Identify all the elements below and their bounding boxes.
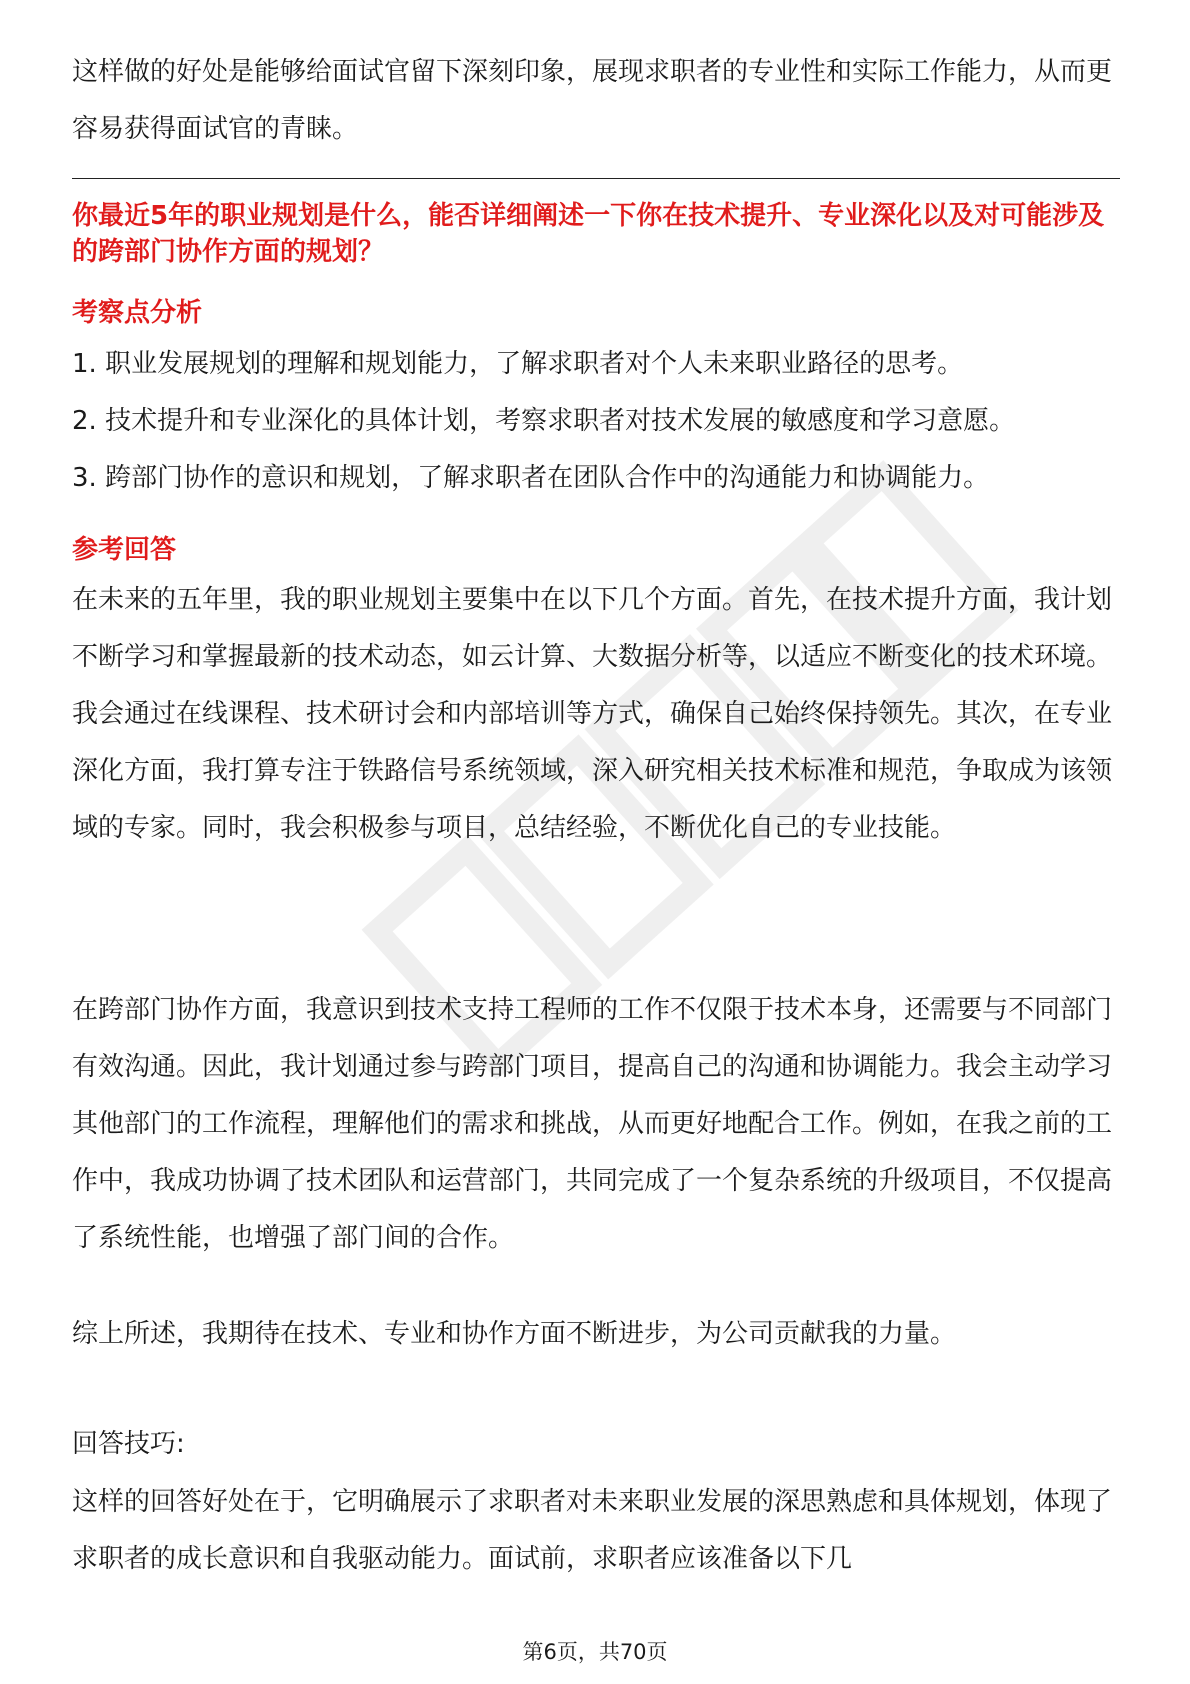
answer-heading: 参考回答	[72, 535, 177, 565]
interview-question: 你最近5年的职业规划是什么，能否详细阐述一下你在技术提升、专业深化以及对可能涉及的跨部门协作方面的规划？	[72, 201, 1105, 267]
analysis-heading: 考察点分析	[72, 298, 203, 328]
answer-paragraph: 在未来的五年里，我的职业规划主要集中在以下几个方面。首先，在技术提升方面，我计划不断学习和掌握最新的技术动态，如云计算、大数据分析等，以适应不断变化的技术环境。我会通过在线课程、技术研讨会和内部培训等方式，确保自己始终保持领先。其次，在专业深化方面，我打算专注于铁路信号系统领域，深入研究相关技术标准和规范，争取成为该领域的专家。同时，我会积极参与项目，总结经验，不断优化自己的专业技能。	[72, 585, 1113, 843]
analysis-list	[72, 336, 1132, 507]
answer-summary: 综上所述，我期待在技术、专业和协作方面不断进步，为公司贡献我的力量。	[72, 1319, 957, 1349]
analysis-item: 1. 职业发展规划的理解和规划能力，了解求职者对个人未来职业路径的思考。	[72, 349, 964, 379]
analysis-item: 2. 技术提升和专业深化的具体计划，考察求职者对技术发展的敏感度和学习意愿。	[72, 406, 1016, 436]
page-number: 第6页，共70页	[522, 1640, 668, 1664]
section-divider	[72, 178, 1120, 179]
answer-paragraph: 在跨部门协作方面，我意识到技术支持工程师的工作不仅限于技术本身，还需要与不同部门有效沟通。因此，我计划通过参与跨部门项目，提高自己的沟通和协调能力。我会主动学习其他部门的工作流程，理解他们的需求和挑战，从而更好地配合工作。例如，在我之前的工作中，我成功协调了技术团队和运营部门，共同完成了一个复杂系统的升级项目，不仅提高了系统性能，也增强了部门间的合作。	[72, 995, 1113, 1253]
tips-label: 回答技巧:	[72, 1429, 185, 1459]
tips-paragraph: 这样的回答好处在于，它明确展示了求职者对未来职业发展的深思熟虑和具体规划，体现了求职者的成长意识和自我驱动能力。面试前，求职者应该准备以下几	[72, 1487, 1113, 1574]
intro-paragraph: 这样做的好处是能够给面试官留下深刻印象，展现求职者的专业性和实际工作能力，从而更容易获得面试官的青睐。	[72, 57, 1113, 144]
analysis-item: 3. 跨部门协作的意识和规划，了解求职者在团队合作中的沟通能力和协调能力。	[72, 463, 990, 493]
